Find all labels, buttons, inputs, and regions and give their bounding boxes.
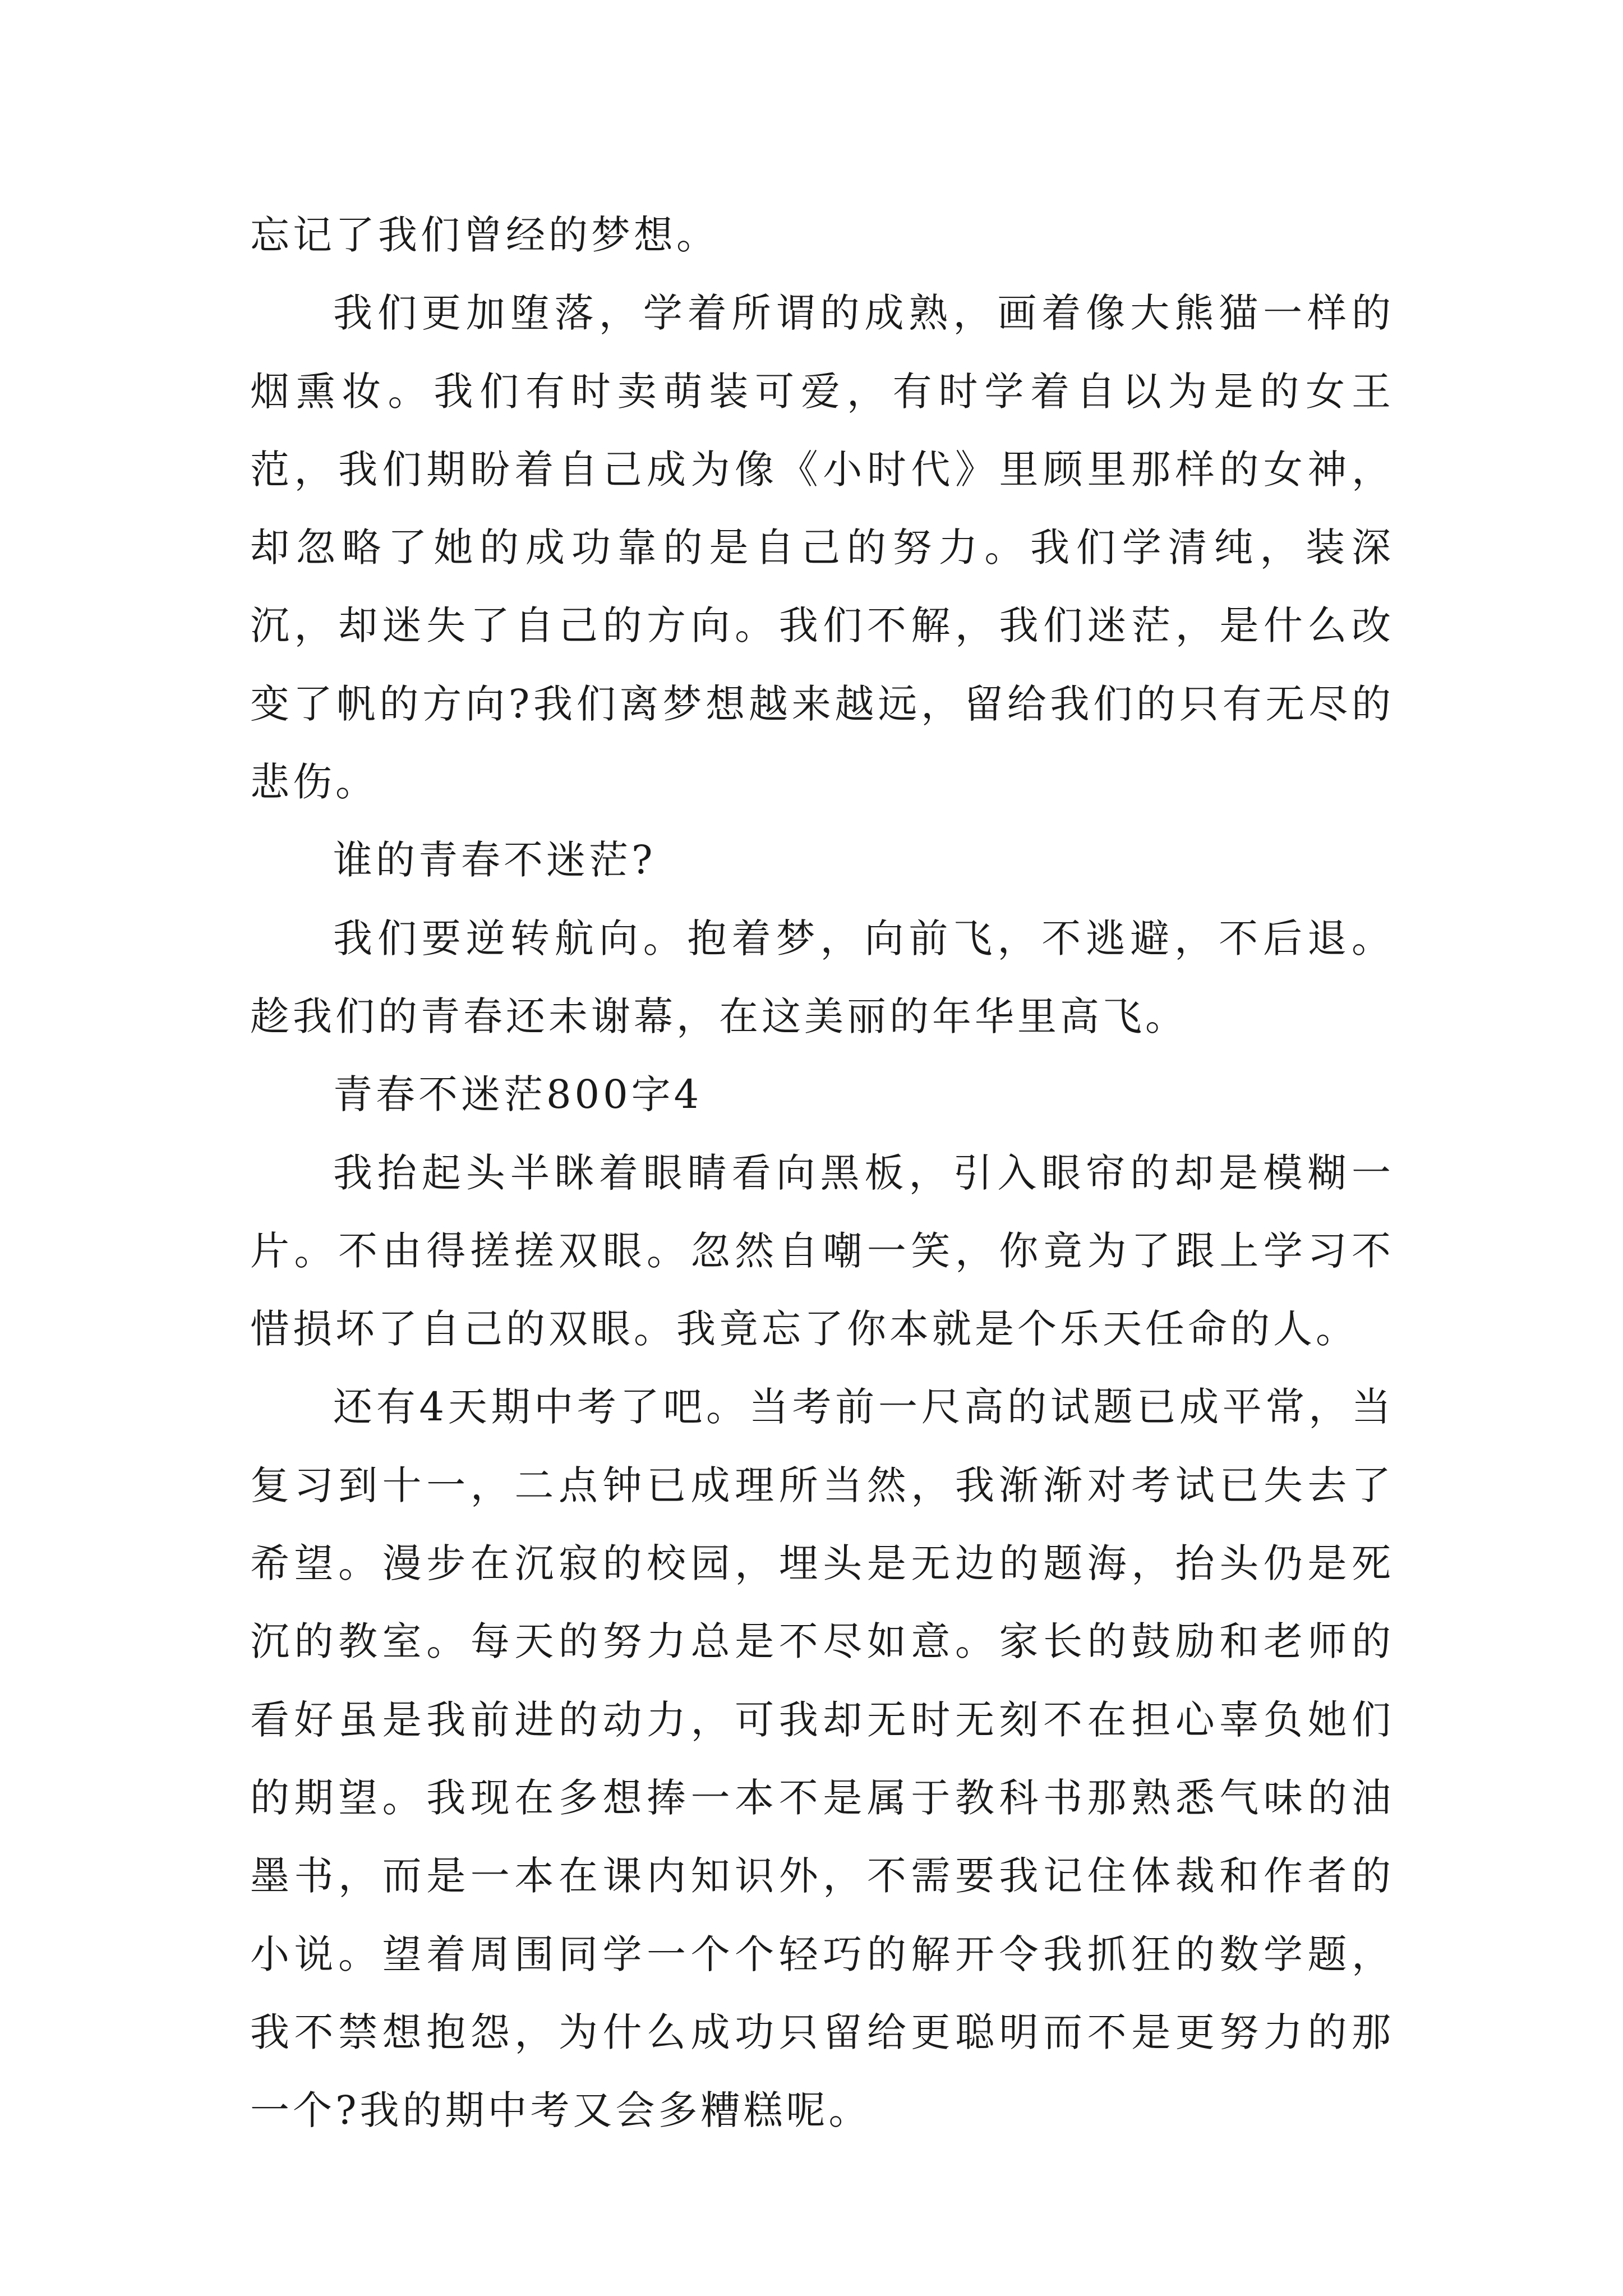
paragraph: 我们要逆转航向。抱着梦，向前飞，不逃避，不后退。趁我们的青春还未谢幕，在这美丽的年华里高飞。 <box>250 915 1394 1039</box>
paragraph: 忘记了我们曾经的梦想。 <box>250 212 719 258</box>
paragraph: 还有4天期中考了吧。当考前一尺高的试题已成平常，当复习到十一，二点钟已成理所当然，我渐渐对考试已失去了希望。漫步在沉寂的校园，埋头是无边的题海，抬头仍是死沉的教室。每天的努力总是不尽如意。家长的鼓励和老师的看好虽是我前进的动力，可我却无时无刻不在担心辜负她们的期望。我现在多想捧一本不是属于教科书那熟悉气味的油墨书，而是一本在课内知识外，不需要我记住体裁和作者的小说。望着周围同学一个个轻巧的解开令我抓狂的数学题，我不禁想抱怨，为什么成功只留给更聪明而不是更努力的那一个?我的期中考又会多糟糕呢。 <box>250 1384 1394 2134</box>
body-text <box>250 196 1394 2150</box>
paragraph: 谁的青春不迷茫? <box>333 837 656 884</box>
paragraph: 我们更加堕落，学着所谓的成熟，画着像大熊猫一样的烟熏妆。我们有时卖萌装可爱，有时学着自以为是的女王范，我们期盼着自己成为像《小时代》里顾里那样的女神，却忽略了她的成功靠的是自己的努力。我们学清纯，装深沉，却迷失了自己的方向。我们不解，我们迷茫，是什么改变了帆的方向?我们离梦想越来越远，留给我们的只有无尽的悲伤。 <box>250 290 1394 806</box>
paragraph: 我抬起头半眯着眼睛看向黑板，引入眼帘的却是模糊一片。不由得搓搓双眼。忽然自嘲一笑，你竟为了跟上学习不惜损坏了自己的双眼。我竟忘了你本就是个乐天任命的人。 <box>250 1149 1394 1352</box>
section-heading: 青春不迷茫800字4 <box>333 1071 703 1118</box>
